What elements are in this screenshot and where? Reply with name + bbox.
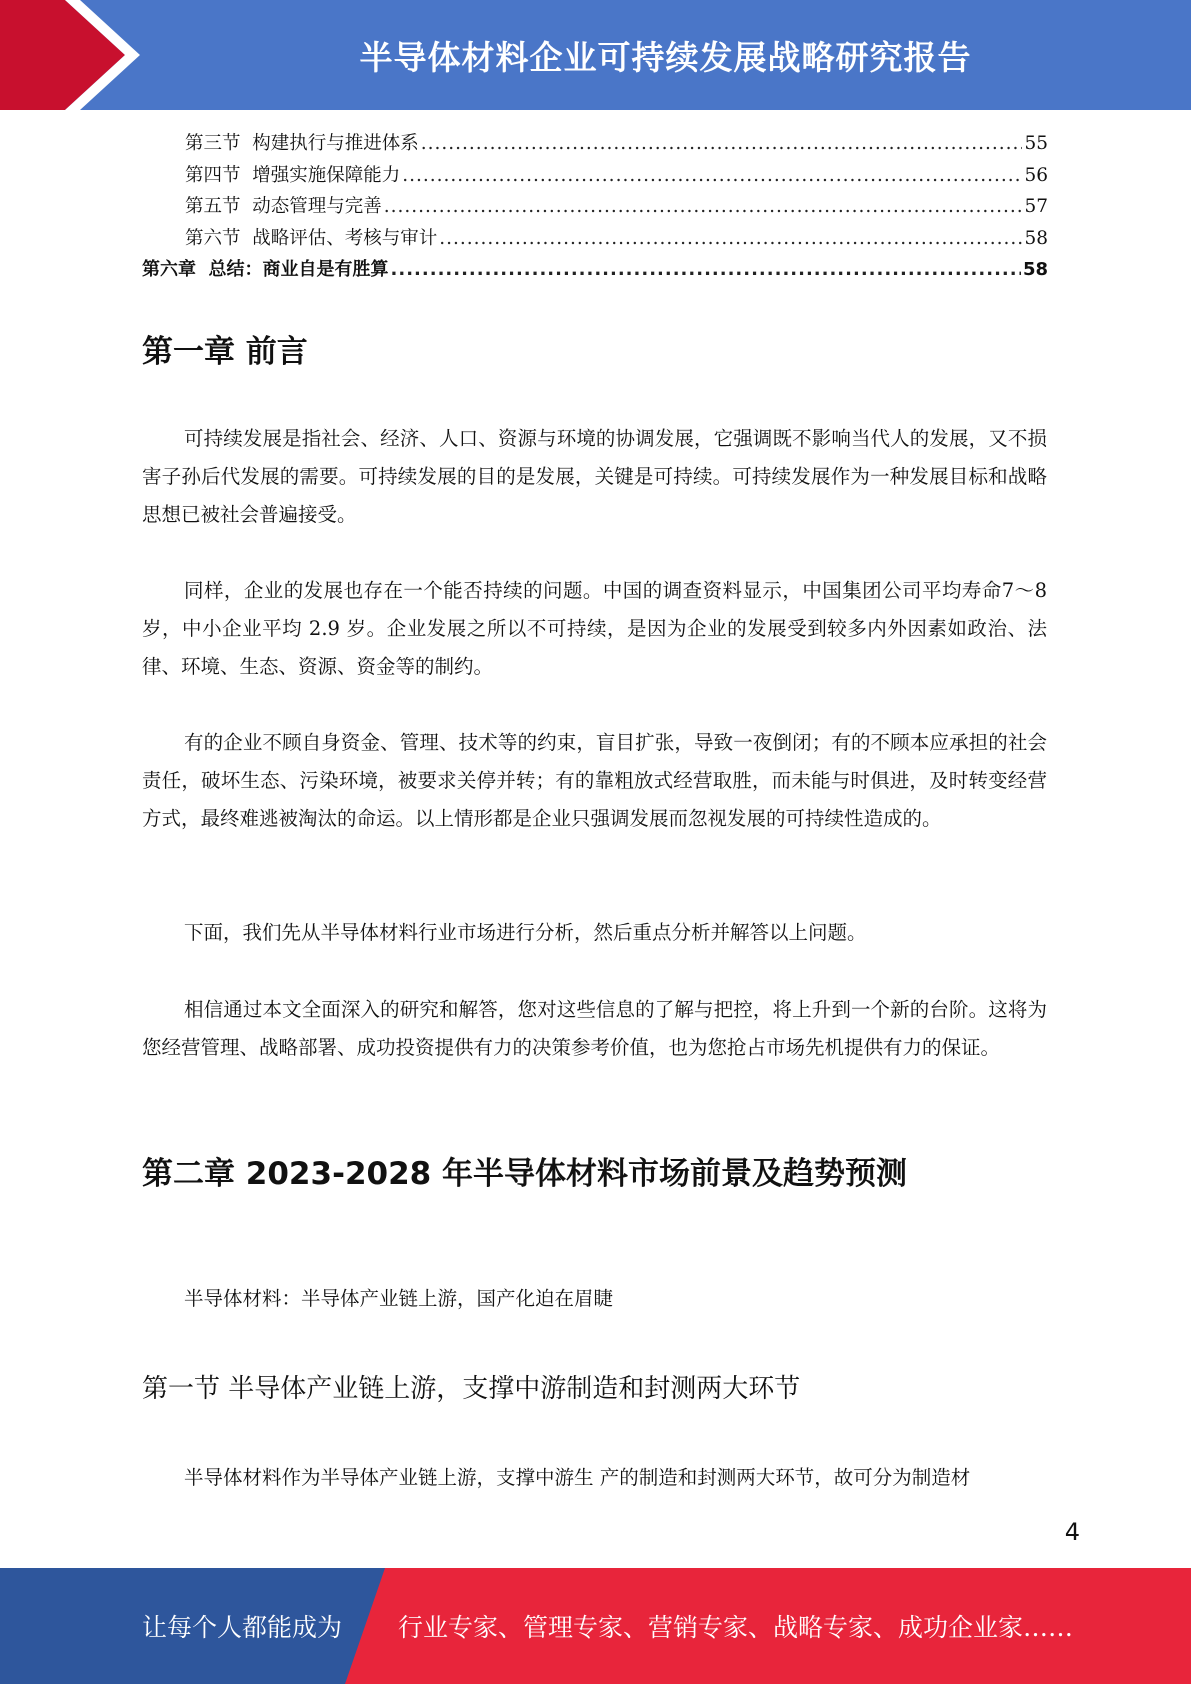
paragraph: 可持续发展是指社会、经济、人口、资源与环境的协调发展，它强调既不影响当代人的发展，又不损害子孙后代发展的需要。可持续发展的目的是发展，关键是可持续。可持续发展作为一种发展目标和战略思想已被社会普遍接受。 (142, 427, 1047, 526)
toc-entry[interactable] (142, 128, 1048, 160)
paragraph: 半导体材料：半导体产业链上游，国产化迫在眉睫 (184, 1287, 614, 1310)
chapter-2-heading: 第二章 2023-2028 年半导体材料市场前景及趋势预测 (142, 1156, 908, 1192)
toc-entry-label: 第六章 总结：商业自是有胜算 (142, 259, 389, 280)
paragraph: 下面，我们先从半导体材料行业市场进行分析，然后重点分析并解答以上问题。 (184, 921, 867, 944)
toc-leader-dots (391, 254, 1021, 286)
toc-entry-label: 第五节 动态管理与完善 (185, 196, 382, 217)
page-footer (0, 1568, 1191, 1684)
paragraph: 半导体材料作为半导体产业链上游，支撑中游生 产的制造和封测两大环节，故可分为制造材 (184, 1466, 971, 1489)
page-header (0, 0, 1191, 110)
toc-entry-page: 57 (1024, 196, 1048, 217)
chapter-1-heading: 第一章 前言 (142, 334, 308, 370)
toc-entry[interactable] (142, 223, 1048, 255)
toc-entry-chapter[interactable] (142, 254, 1048, 286)
header-arrow-decoration (0, 0, 160, 110)
toc-entry[interactable] (142, 160, 1048, 192)
paragraph: 相信通过本文全面深入的研究和解答，您对这些信息的了解与把控，将上升到一个新的台阶。这将为您经营管理、战略部署、成功投资提供有力的决策参考价值，也为您抢占市场先机提供有力的保证。 (142, 998, 1047, 1059)
toc-entry-label: 第四节 增强实施保障能力 (185, 164, 401, 186)
table-of-contents (142, 128, 1048, 286)
toc-entry-page: 58 (1024, 227, 1048, 249)
footer-slogan-right: 行业专家、管理专家、营销专家、战略专家、成功企业家…… (398, 1613, 1074, 1642)
toc-entry-page: 56 (1024, 164, 1048, 186)
paragraph: 有的企业不顾自身资金、管理、技术等的约束，盲目扩张，导致一夜倒闭；有的不顾本应承担的社会责任，破坏生态、污染环境，被要求关停并转；有的靠粗放式经营取胜，而未能与时俱进，及时转变经营方式，最终难逃被淘汰的命运。以上情形都是企业只强调发展而忽视发展的可持续性造成的。 (142, 731, 1047, 830)
toc-entry-label: 第六节 战略评估、考核与审计 (185, 227, 438, 249)
report-title: 半导体材料企业可持续发展战略研究报告 (359, 37, 972, 77)
paragraph: 同样，企业的发展也存在一个能否持续的问题。中国的调查资料显示，中国集团公司平均寿命7～8 岁，中小企业平均 2.9 岁。企业发展之所以不可持续，是因为企业的发展受到较多内外因素如政治、法律、环境、生态、资源、资金等的制约。 (142, 579, 1047, 678)
toc-entry-page: 58 (1022, 259, 1048, 280)
toc-leader-dots (421, 128, 1023, 160)
page-number: 4 (1064, 1518, 1080, 1546)
toc-leader-dots (384, 191, 1023, 223)
footer-slogan-left: 让每个人都能成为 (142, 1613, 343, 1642)
toc-entry-label: 第三节 构建执行与推进体系 (185, 133, 419, 154)
toc-leader-dots (402, 160, 1022, 192)
toc-leader-dots (439, 223, 1022, 255)
toc-entry-page: 55 (1024, 133, 1048, 154)
section-1-heading: 第一节 半导体产业链上游，支撑中游制造和封测两大环节 (142, 1374, 801, 1404)
toc-entry[interactable] (142, 191, 1048, 223)
